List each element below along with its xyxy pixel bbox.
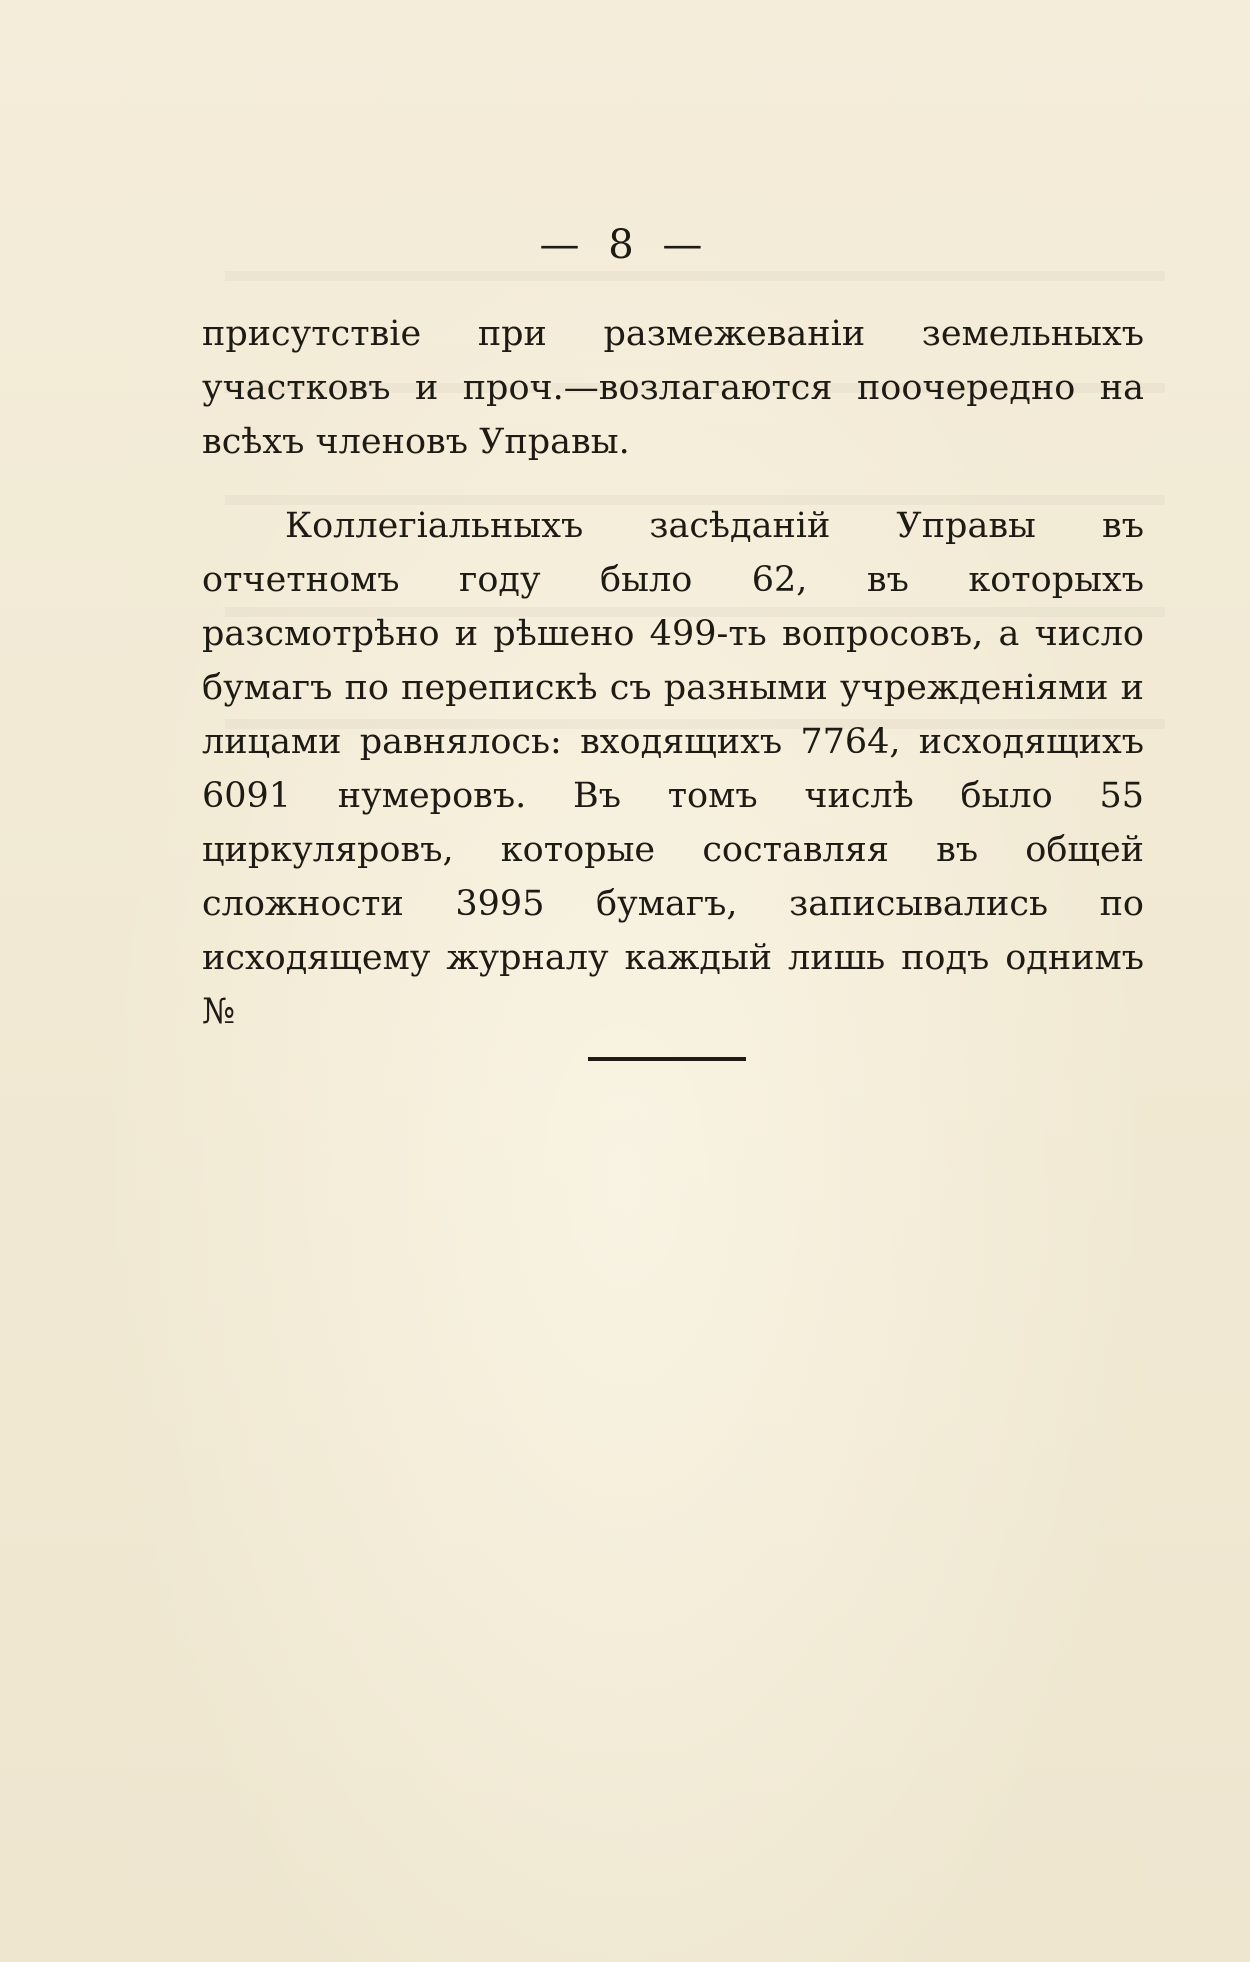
body-text (202, 307, 1144, 1039)
page-number: — 8 — (539, 222, 711, 268)
section-end-rule (588, 1057, 746, 1061)
paragraph-2: Коллегіальныхъ засѣданій Управы въ отчетномъ году было 62, въ которыхъ разсмотрѣно и рѣшено 499-ть вопросовъ, а число бумагъ по перепискѣ съ разными учрежденіями и лицами равнялось: входящихъ 7764, исходящихъ 6091 нумеровъ. Въ томъ числѣ было 55 циркуляровъ, которые составляя въ общей сложности 3995 бумагъ, записывались по исходящему журналу каждый лишь подъ однимъ № (202, 506, 1144, 1032)
paragraph-1: присутствіе при размежеваніи земельныхъ участковъ и проч.—возлагаются поочередно на всѣхъ членовъ Управы. (202, 314, 1144, 462)
